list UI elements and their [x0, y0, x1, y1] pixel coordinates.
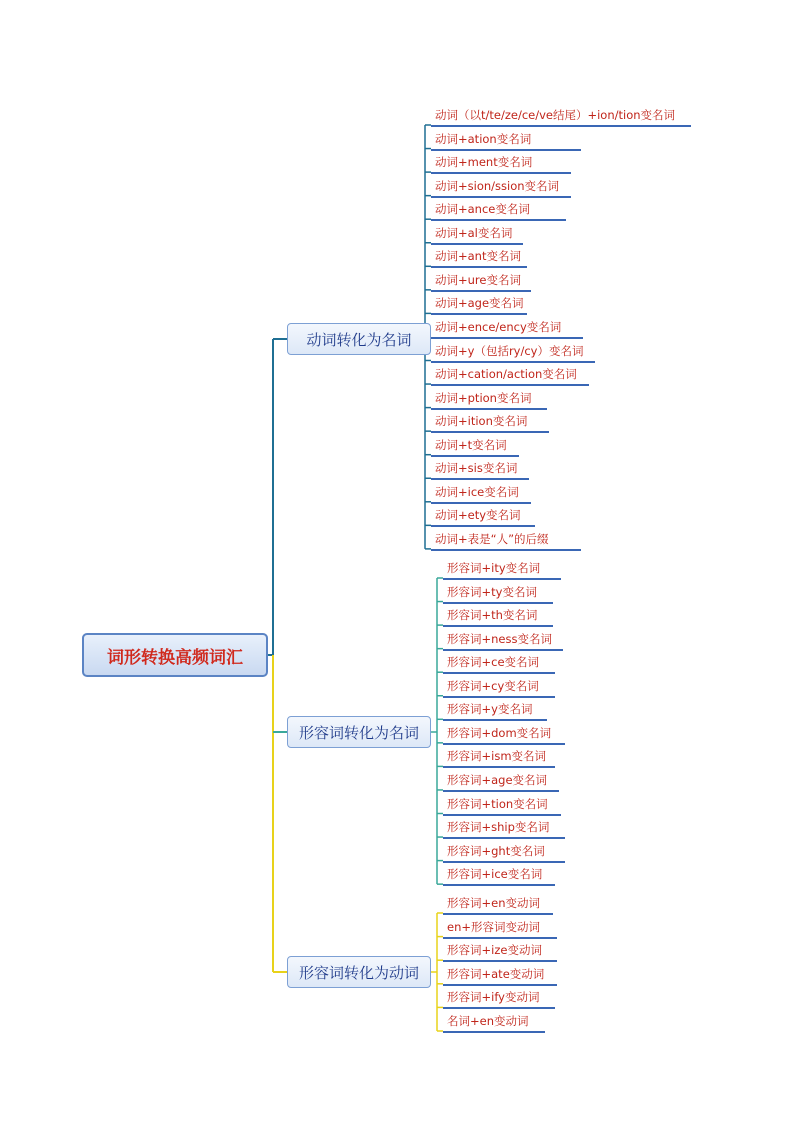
- leaf-item[interactable]: 形容词+ice变名词: [443, 864, 555, 886]
- leaf-item[interactable]: 形容词+ness变名词: [443, 629, 563, 651]
- leaf-item[interactable]: 动词+表是“人”的后缀: [431, 529, 581, 551]
- leaf-item[interactable]: 形容词+ce变名词: [443, 652, 555, 674]
- leaf-item[interactable]: 形容词+tion变名词: [443, 794, 561, 816]
- leaf-item[interactable]: 形容词+ity变名词: [443, 558, 561, 580]
- leaf-item[interactable]: 动词+cation/action变名词: [431, 364, 589, 386]
- leaf-item[interactable]: 动词+ure变名词: [431, 270, 531, 292]
- leaf-item[interactable]: 动词+al变名词: [431, 223, 523, 245]
- branch-verb-to-noun[interactable]: 动词转化为名词: [287, 323, 431, 355]
- leaf-item[interactable]: 形容词+ate变动词: [443, 964, 557, 986]
- leaf-item[interactable]: 形容词+cy变名词: [443, 676, 555, 698]
- leaf-item[interactable]: 形容词+dom变名词: [443, 723, 565, 745]
- leaf-item[interactable]: 形容词+en变动词: [443, 893, 553, 915]
- leaf-item[interactable]: 形容词+ght变名词: [443, 841, 565, 863]
- root-topic[interactable]: 词形转换高频词汇: [82, 633, 268, 677]
- leaf-item[interactable]: 形容词+age变名词: [443, 770, 559, 792]
- branch-adj-to-noun[interactable]: 形容词转化为名词: [287, 716, 431, 748]
- leaf-item[interactable]: 动词+sion/ssion变名词: [431, 176, 571, 198]
- leaf-item[interactable]: 动词+ence/ency变名词: [431, 317, 583, 339]
- leaf-item[interactable]: 动词+age变名词: [431, 293, 527, 315]
- branch-adj-to-verb[interactable]: 形容词转化为动词: [287, 956, 431, 988]
- leaf-item[interactable]: en+形容词变动词: [443, 917, 557, 939]
- leaf-item[interactable]: 动词+ant变名词: [431, 246, 527, 268]
- leaf-item[interactable]: 名词+en变动词: [443, 1011, 545, 1033]
- leaf-item[interactable]: 形容词+y变名词: [443, 699, 547, 721]
- leaf-item[interactable]: 形容词+th变名词: [443, 605, 553, 627]
- leaf-item[interactable]: 动词+y（包括ry/cy）变名词: [431, 341, 595, 363]
- leaf-item[interactable]: 动词+ance变名词: [431, 199, 566, 221]
- leaf-item[interactable]: 形容词+ship变名词: [443, 817, 565, 839]
- leaf-item[interactable]: 形容词+ize变动词: [443, 940, 557, 962]
- leaf-item[interactable]: 动词+ation变名词: [431, 129, 581, 151]
- leaf-item[interactable]: 动词（以t/te/ze/ce/ve结尾）+ion/tion变名词: [431, 105, 691, 127]
- leaf-item[interactable]: 动词+ety变名词: [431, 505, 535, 527]
- leaf-item[interactable]: 动词+t变名词: [431, 435, 519, 457]
- leaf-item[interactable]: 动词+ice变名词: [431, 482, 531, 504]
- leaf-item[interactable]: 形容词+ty变名词: [443, 582, 553, 604]
- leaf-item[interactable]: 动词+ition变名词: [431, 411, 549, 433]
- leaf-item[interactable]: 动词+ment变名词: [431, 152, 571, 174]
- leaf-item[interactable]: 形容词+ify变动词: [443, 987, 555, 1009]
- leaf-item[interactable]: 形容词+ism变名词: [443, 746, 555, 768]
- leaf-item[interactable]: 动词+ption变名词: [431, 388, 547, 410]
- leaf-item[interactable]: 动词+sis变名词: [431, 458, 529, 480]
